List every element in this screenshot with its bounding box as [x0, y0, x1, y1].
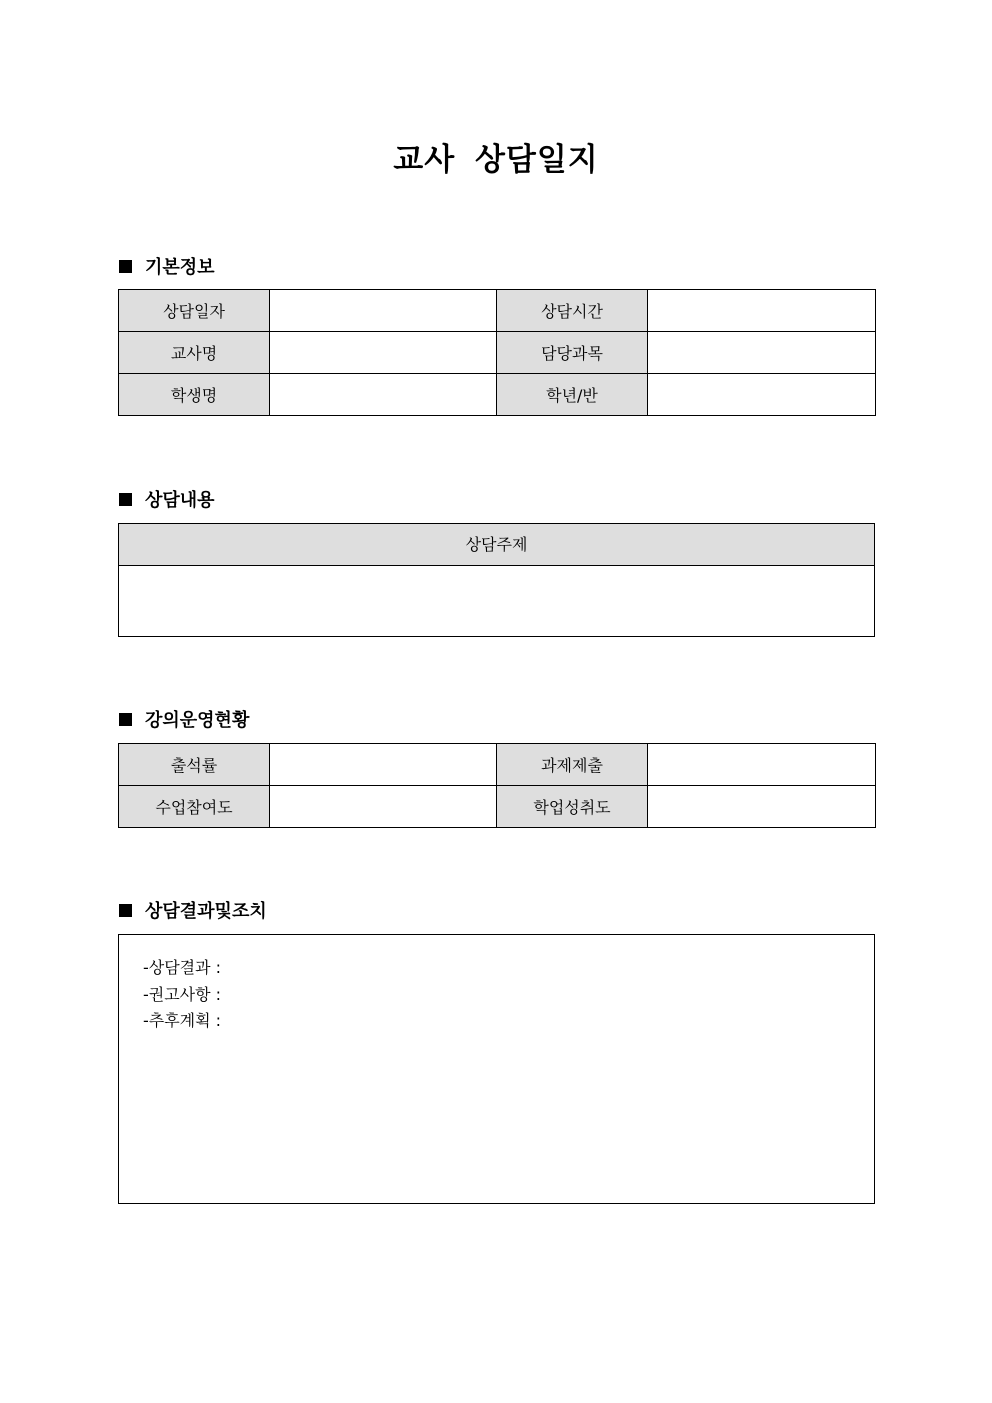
assignment-field[interactable]: [648, 744, 876, 786]
page-title: 교사 상담일지: [393, 142, 599, 178]
result-line-follow-up-plan: -추후계획 :: [143, 1011, 222, 1030]
square-bullet-icon: [119, 904, 132, 917]
section-heading-basic-info: [119, 253, 215, 279]
consult-topic-label: 상담주제: [119, 524, 874, 566]
subject-label: 담당과목: [497, 332, 648, 374]
square-bullet-icon: [119, 493, 132, 506]
consult-topic-box: [118, 523, 875, 637]
teacher-name-label: 교사명: [119, 332, 270, 374]
subject-field[interactable]: [648, 332, 876, 374]
square-bullet-icon: [119, 260, 132, 273]
consult-date-field[interactable]: [270, 290, 497, 332]
section-heading-label: 기본정보: [145, 257, 215, 278]
achievement-label: 학업성취도: [497, 786, 648, 828]
section-heading-label: 상담결과및조치: [145, 901, 267, 922]
result-line-consult-result: -상담결과 :: [143, 958, 222, 977]
student-name-field[interactable]: [270, 374, 497, 416]
table-row: [119, 374, 876, 416]
basic-info-table: [118, 289, 876, 416]
section-heading-consult-content: [119, 486, 215, 512]
teacher-name-field[interactable]: [270, 332, 497, 374]
square-bullet-icon: [119, 713, 132, 726]
attendance-label: 출석률: [119, 744, 270, 786]
table-row: [119, 786, 876, 828]
student-name-label: 학생명: [119, 374, 270, 416]
grade-class-field[interactable]: [648, 374, 876, 416]
section-heading-class-status: [119, 706, 249, 732]
assignment-label: 과제제출: [497, 744, 648, 786]
table-row: [119, 744, 876, 786]
table-row: [119, 290, 876, 332]
section-heading-label: 강의운영현황: [145, 710, 250, 731]
grade-class-label: 학년/반: [497, 374, 648, 416]
participation-field[interactable]: [270, 786, 497, 828]
consult-time-field[interactable]: [648, 290, 876, 332]
consult-topic-field[interactable]: [119, 566, 874, 636]
achievement-field[interactable]: [648, 786, 876, 828]
table-row: [119, 332, 876, 374]
section-heading-result: [119, 897, 267, 923]
consult-time-label: 상담시간: [497, 290, 648, 332]
result-textarea[interactable]: [118, 934, 875, 1204]
result-line-recommendation: -권고사항 :: [143, 984, 222, 1004]
attendance-field[interactable]: [270, 744, 497, 786]
section-heading-label: 상담내용: [145, 490, 215, 511]
participation-label: 수업참여도: [119, 786, 270, 828]
class-status-table: [118, 743, 876, 828]
consult-date-label: 상담일자: [119, 290, 270, 332]
